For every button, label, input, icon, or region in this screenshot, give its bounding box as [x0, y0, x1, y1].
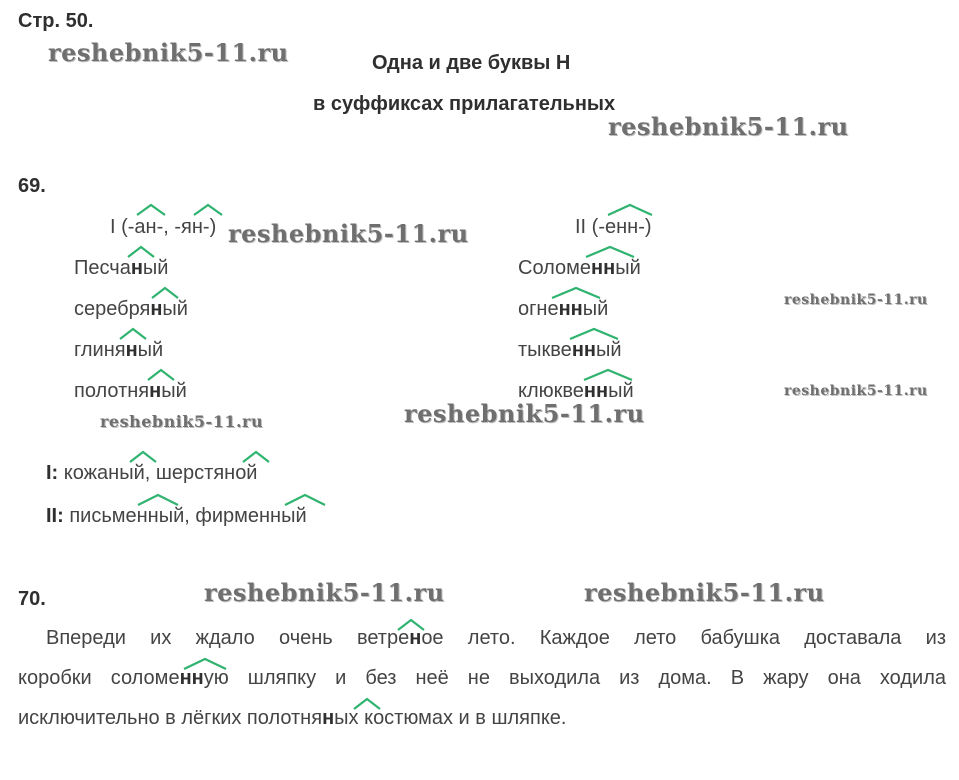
suffix-arc-icon: [607, 203, 653, 217]
answer-line-I: I: кожаный, шерстяной: [46, 462, 258, 484]
exercise-69-number: 69.: [18, 175, 46, 197]
suffix-arc-icon: [136, 203, 166, 217]
watermark: reshebnik5-11.ru: [784, 383, 928, 399]
suffix-arc-icon: [583, 368, 633, 382]
watermark: reshebnik5-11.ru: [584, 578, 825, 607]
paragraph-line: исключительно в лёгких полотняных костюмах и в шляпке.: [18, 707, 567, 729]
watermark: reshebnik5-11.ru: [48, 38, 289, 67]
group-2-header: II (-енн-): [575, 216, 652, 238]
paragraph-line: коробки соломенную шляпку и без неё не выходила из дома. В жару она ходила: [18, 667, 947, 689]
exercise-70-number: 70.: [18, 588, 46, 610]
suffix-arc-icon: [119, 327, 147, 341]
suffix-arc-icon: [127, 245, 155, 259]
suffix-arc-icon: [397, 618, 425, 632]
suffix-arc-icon: [585, 245, 635, 259]
word-item: Песчаный: [74, 257, 169, 279]
suffix-arc-icon: [183, 657, 227, 671]
watermark: reshebnik5-11.ru: [784, 292, 928, 308]
watermark: reshebnik5-11.ru: [228, 219, 469, 248]
group-1-header: I (-ан-, -ян-): [110, 216, 217, 238]
suffix-arc-icon: [569, 327, 619, 341]
word-item: полотняный: [74, 380, 187, 402]
word-item: клюквенный: [518, 380, 634, 402]
watermark: reshebnik5-11.ru: [404, 399, 645, 428]
watermark: reshebnik5-11.ru: [100, 412, 264, 431]
word-item: огненный: [518, 298, 609, 320]
suffix-arc-icon: [129, 450, 157, 464]
page-number: Стр. 50.: [18, 10, 94, 32]
answer-line-II: II: письменный, фирменный: [46, 505, 307, 527]
word-item: глиняный: [74, 339, 164, 361]
suffix-arc-icon: [551, 286, 601, 300]
watermark: reshebnik5-11.ru: [204, 578, 445, 607]
title-line-2: в суффиксах прилагательных: [313, 93, 616, 115]
paragraph-line: Впереди их ждало очень ветреное лето. Каждое лето бабушка доставала из: [46, 627, 946, 649]
word-item: серебряный: [74, 298, 188, 320]
suffix-arc-icon: [151, 286, 179, 300]
suffix-arc-icon: [147, 368, 175, 382]
suffix-arc-icon: [193, 203, 223, 217]
suffix-arc-icon: [284, 493, 326, 507]
suffix-arc-icon: [353, 697, 381, 711]
exercise-70-text: [18, 618, 946, 738]
suffix-arc-icon: [242, 450, 270, 464]
watermark: reshebnik5-11.ru: [608, 112, 849, 141]
word-item: тыквенный: [518, 339, 622, 361]
title-line-1: Одна и две буквы Н: [372, 52, 571, 74]
suffix-arc-icon: [137, 493, 179, 507]
word-item: Соломенный: [518, 257, 641, 279]
